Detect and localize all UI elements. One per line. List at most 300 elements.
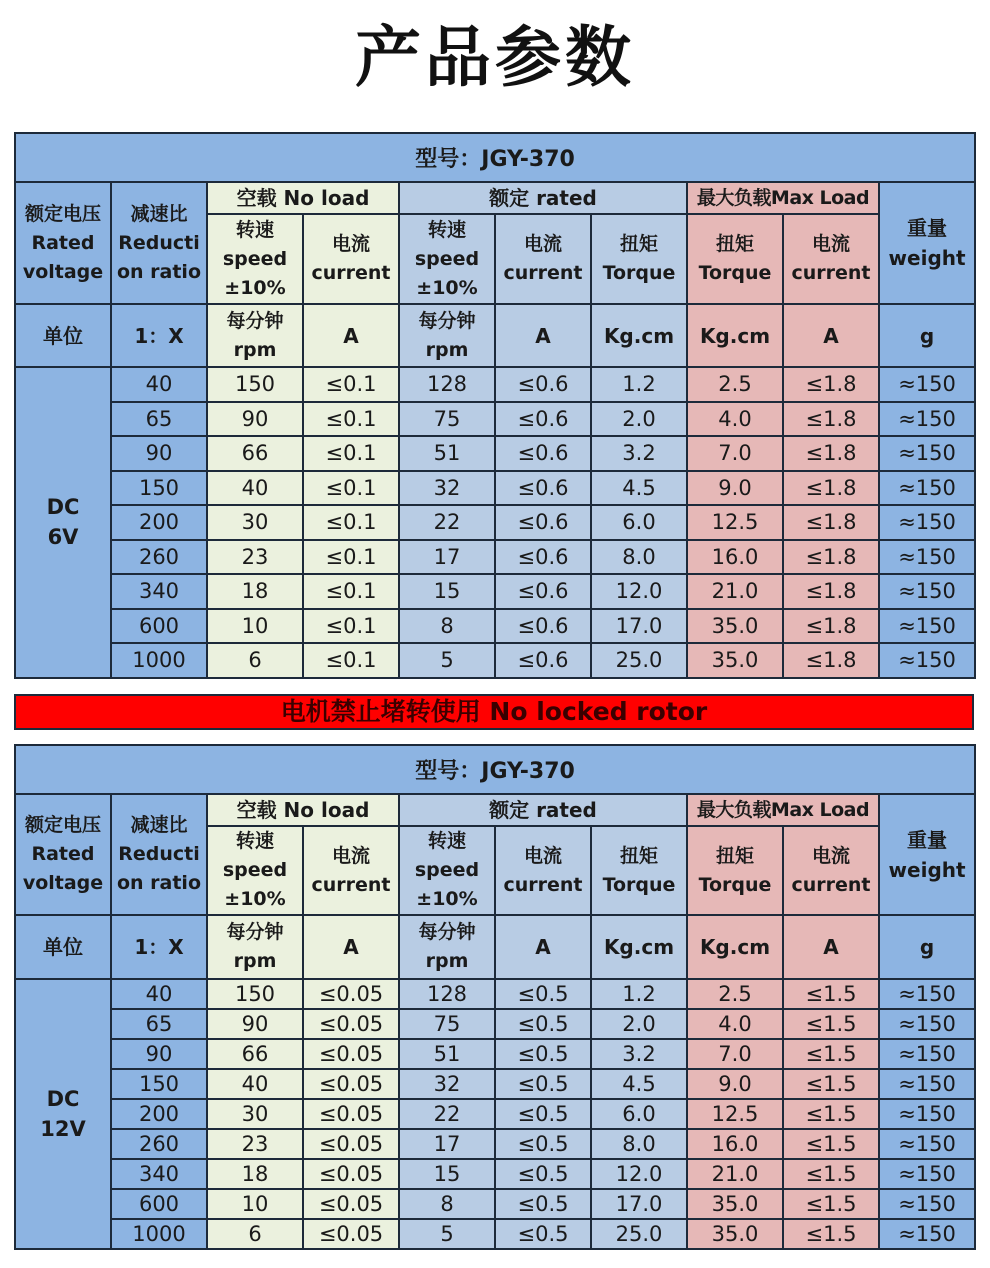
rated-torque-cell: 8.0 bbox=[591, 1129, 687, 1159]
ratio-cell: 65 bbox=[111, 1009, 207, 1039]
unit-speed-line: rpm bbox=[233, 338, 277, 361]
rated-speed-cell: 15 bbox=[399, 1159, 495, 1189]
unit-rated-speed bbox=[399, 915, 495, 979]
unit-ratio: 1：X bbox=[111, 304, 207, 367]
no-load-speed-cell: 150 bbox=[207, 979, 303, 1009]
unit-max-current: A bbox=[783, 304, 879, 367]
model-row bbox=[15, 745, 975, 794]
weight-cell: ≈150 bbox=[879, 1219, 975, 1249]
max-torque-cell: 16.0 bbox=[687, 1129, 783, 1159]
no-load-speed-cell: 66 bbox=[207, 1039, 303, 1069]
no-load-speed-cell: 23 bbox=[207, 540, 303, 575]
unit-no-load-current: A bbox=[303, 915, 399, 979]
current-line: current bbox=[503, 873, 583, 896]
torque-line: Torque bbox=[698, 262, 772, 284]
rated-torque-header bbox=[591, 826, 687, 915]
no-load-current-cell: ≤0.05 bbox=[303, 1009, 399, 1039]
max-current-cell: ≤1.8 bbox=[783, 540, 879, 575]
torque-line: 扭矩 bbox=[619, 233, 658, 255]
max-torque-cell: 2.5 bbox=[687, 979, 783, 1009]
speed-line: 转速 bbox=[427, 830, 466, 852]
rated-current-cell: ≤0.5 bbox=[495, 1159, 591, 1189]
rated-speed-cell: 22 bbox=[399, 505, 495, 540]
rated-torque-cell: 3.2 bbox=[591, 436, 687, 471]
weight-line: weight bbox=[888, 246, 966, 270]
no-load-group-header: 空载 No load bbox=[207, 794, 399, 826]
ratio-cell: 40 bbox=[111, 979, 207, 1009]
max-torque-cell: 21.0 bbox=[687, 574, 783, 609]
no-load-speed-cell: 40 bbox=[207, 1069, 303, 1099]
max-torque-cell: 35.0 bbox=[687, 1189, 783, 1219]
rated-current-cell: ≤0.6 bbox=[495, 402, 591, 437]
current-line: 电流 bbox=[811, 233, 850, 255]
max-current-cell: ≤1.8 bbox=[783, 471, 879, 506]
max-torque-cell: 12.5 bbox=[687, 505, 783, 540]
no-locked-rotor-banner: 电机禁止堵转使用 No locked rotor bbox=[14, 694, 974, 730]
unit-weight: g bbox=[879, 915, 975, 979]
rated-current-cell: ≤0.5 bbox=[495, 1189, 591, 1219]
voltage-line: DC bbox=[46, 495, 80, 520]
max-current-cell: ≤1.5 bbox=[783, 1099, 879, 1129]
rated-speed-cell: 128 bbox=[399, 367, 495, 402]
page-title: 产品参数 bbox=[355, 19, 635, 96]
max-torque-header bbox=[687, 214, 783, 304]
ratio-cell: 340 bbox=[111, 574, 207, 609]
no-load-speed-cell: 10 bbox=[207, 1189, 303, 1219]
reduction-ratio-line: 减速比 bbox=[130, 202, 188, 225]
max-current-cell: ≤1.5 bbox=[783, 1069, 879, 1099]
unit-max-current: A bbox=[783, 915, 879, 979]
reduction-ratio-header bbox=[111, 794, 207, 915]
max-current-cell: ≤1.8 bbox=[783, 574, 879, 609]
no-load-current-cell: ≤0.1 bbox=[303, 471, 399, 506]
no-load-group-header: 空载 No load bbox=[207, 182, 399, 214]
unit-no-load-speed bbox=[207, 915, 303, 979]
rated-torque-cell: 2.0 bbox=[591, 1009, 687, 1039]
table-row bbox=[15, 540, 975, 575]
max-torque-cell: 12.5 bbox=[687, 1099, 783, 1129]
ratio-cell: 600 bbox=[111, 609, 207, 644]
weight-cell: ≈150 bbox=[879, 436, 975, 471]
rated-current-cell: ≤0.6 bbox=[495, 367, 591, 402]
no-load-speed-header bbox=[207, 826, 303, 915]
max-torque-cell: 16.0 bbox=[687, 540, 783, 575]
weight-cell: ≈150 bbox=[879, 574, 975, 609]
rated-current-cell: ≤0.5 bbox=[495, 1039, 591, 1069]
table-row bbox=[15, 1009, 975, 1039]
max-current-cell: ≤1.5 bbox=[783, 979, 879, 1009]
max-torque-cell: 35.0 bbox=[687, 609, 783, 644]
rated-speed-cell: 128 bbox=[399, 979, 495, 1009]
ratio-cell: 150 bbox=[111, 471, 207, 506]
rated-voltage-line: voltage bbox=[22, 260, 104, 283]
no-load-current-header bbox=[303, 826, 399, 915]
no-load-speed-cell: 18 bbox=[207, 574, 303, 609]
no-load-speed-header bbox=[207, 214, 303, 304]
no-load-speed-cell: 90 bbox=[207, 402, 303, 437]
rated-torque-cell: 4.5 bbox=[591, 471, 687, 506]
no-load-speed-cell: 150 bbox=[207, 367, 303, 402]
voltage-cell bbox=[15, 979, 111, 1249]
weight-cell: ≈150 bbox=[879, 1069, 975, 1099]
table-row bbox=[15, 609, 975, 644]
weight-cell: ≈150 bbox=[879, 609, 975, 644]
torque-line: 扭矩 bbox=[619, 844, 658, 867]
max-current-cell: ≤1.8 bbox=[783, 609, 879, 644]
rated-torque-cell: 12.0 bbox=[591, 1159, 687, 1189]
rated-voltage-line: 额定电压 bbox=[24, 202, 101, 225]
rated-speed-cell: 75 bbox=[399, 1009, 495, 1039]
unit-speed-line: 每分钟 bbox=[418, 309, 476, 332]
table-row bbox=[15, 1189, 975, 1219]
reduction-ratio-line: Reducti bbox=[118, 843, 200, 865]
table-row bbox=[15, 643, 975, 678]
no-load-current-cell: ≤0.05 bbox=[303, 1189, 399, 1219]
rated-speed-cell: 15 bbox=[399, 574, 495, 609]
rated-current-cell: ≤0.5 bbox=[495, 1219, 591, 1249]
weight-line: weight bbox=[888, 857, 966, 882]
max-current-cell: ≤1.8 bbox=[783, 367, 879, 402]
ratio-cell: 1000 bbox=[111, 643, 207, 678]
weight-cell: ≈150 bbox=[879, 979, 975, 1009]
weight-line: 重量 bbox=[907, 827, 948, 852]
weight-cell: ≈150 bbox=[879, 643, 975, 678]
rated-current-cell: ≤0.6 bbox=[495, 643, 591, 678]
rated-speed-cell: 17 bbox=[399, 1129, 495, 1159]
weight-cell: ≈150 bbox=[879, 1009, 975, 1039]
ratio-cell: 40 bbox=[111, 367, 207, 402]
no-load-current-cell: ≤0.05 bbox=[303, 1129, 399, 1159]
rated-voltage-header bbox=[15, 794, 111, 915]
rated-speed-cell: 32 bbox=[399, 471, 495, 506]
rated-current-cell: ≤0.5 bbox=[495, 1069, 591, 1099]
max-torque-cell: 4.0 bbox=[687, 1009, 783, 1039]
reduction-ratio-line: on ratio bbox=[116, 260, 202, 283]
rated-speed-cell: 32 bbox=[399, 1069, 495, 1099]
weight-cell: ≈150 bbox=[879, 540, 975, 575]
current-line: current bbox=[791, 262, 871, 284]
max-torque-cell: 21.0 bbox=[687, 1159, 783, 1189]
no-load-current-cell: ≤0.1 bbox=[303, 540, 399, 575]
no-load-speed-cell: 23 bbox=[207, 1129, 303, 1159]
ratio-cell: 65 bbox=[111, 402, 207, 437]
rated-torque-cell: 1.2 bbox=[591, 979, 687, 1009]
no-load-speed-cell: 10 bbox=[207, 609, 303, 644]
speed-line: 转速 bbox=[235, 830, 274, 852]
table-row bbox=[15, 367, 975, 402]
max-torque-cell: 7.0 bbox=[687, 436, 783, 471]
rated-speed-cell: 17 bbox=[399, 540, 495, 575]
rated-torque-cell: 17.0 bbox=[591, 609, 687, 644]
unit-rated-current: A bbox=[495, 304, 591, 367]
max-current-cell: ≤1.5 bbox=[783, 1039, 879, 1069]
unit-no-load-current: A bbox=[303, 304, 399, 367]
unit-row bbox=[15, 304, 975, 367]
group-header-row bbox=[15, 794, 975, 826]
speed-line: speed bbox=[222, 859, 288, 881]
current-line: current bbox=[503, 262, 583, 284]
no-load-current-cell: ≤0.1 bbox=[303, 574, 399, 609]
table-row bbox=[15, 574, 975, 609]
no-load-current-cell: ≤0.1 bbox=[303, 436, 399, 471]
unit-ratio: 1：X bbox=[111, 915, 207, 979]
rated-current-cell: ≤0.5 bbox=[495, 1129, 591, 1159]
weight-cell: ≈150 bbox=[879, 1189, 975, 1219]
rated-current-cell: ≤0.6 bbox=[495, 609, 591, 644]
rated-current-cell: ≤0.6 bbox=[495, 574, 591, 609]
reduction-ratio-line: Reducti bbox=[118, 231, 200, 254]
rated-torque-cell: 1.2 bbox=[591, 367, 687, 402]
weight-cell: ≈150 bbox=[879, 402, 975, 437]
unit-rated-speed bbox=[399, 304, 495, 367]
no-load-current-cell: ≤0.05 bbox=[303, 1159, 399, 1189]
table-row bbox=[15, 1129, 975, 1159]
speed-line: ±10% bbox=[416, 276, 478, 299]
weight-cell: ≈150 bbox=[879, 471, 975, 506]
rated-speed-cell: 51 bbox=[399, 436, 495, 471]
no-load-current-cell: ≤0.1 bbox=[303, 609, 399, 644]
rated-torque-cell: 25.0 bbox=[591, 643, 687, 678]
weight-cell: ≈150 bbox=[879, 1129, 975, 1159]
reduction-ratio-line: 减速比 bbox=[130, 814, 188, 836]
speed-line: speed bbox=[222, 247, 288, 270]
unit-speed-line: 每分钟 bbox=[226, 921, 284, 943]
rated-current-cell: ≤0.6 bbox=[495, 436, 591, 471]
torque-line: Torque bbox=[602, 262, 676, 284]
table-row bbox=[15, 979, 975, 1009]
max-current-cell: ≤1.8 bbox=[783, 436, 879, 471]
speed-line: speed bbox=[414, 859, 480, 881]
unit-speed-line: rpm bbox=[425, 950, 469, 972]
ratio-cell: 90 bbox=[111, 1039, 207, 1069]
weight-line: 重量 bbox=[907, 216, 948, 240]
speed-line: speed bbox=[414, 247, 480, 270]
table-row bbox=[15, 1099, 975, 1129]
rated-speed-header bbox=[399, 826, 495, 915]
rated-speed-cell: 75 bbox=[399, 402, 495, 437]
weight-cell: ≈150 bbox=[879, 1039, 975, 1069]
torque-line: 扭矩 bbox=[715, 233, 754, 255]
max-torque-cell: 4.0 bbox=[687, 402, 783, 437]
unit-speed-line: 每分钟 bbox=[418, 921, 476, 943]
rated-speed-cell: 51 bbox=[399, 1039, 495, 1069]
max-torque-cell: 9.0 bbox=[687, 1069, 783, 1099]
weight-header bbox=[879, 182, 975, 304]
rated-torque-cell: 4.5 bbox=[591, 1069, 687, 1099]
no-load-speed-cell: 30 bbox=[207, 505, 303, 540]
table-row bbox=[15, 402, 975, 437]
no-load-speed-cell: 66 bbox=[207, 436, 303, 471]
no-load-current-header bbox=[303, 214, 399, 304]
rated-torque-cell: 3.2 bbox=[591, 1039, 687, 1069]
rated-speed-cell: 5 bbox=[399, 643, 495, 678]
current-line: 电流 bbox=[811, 844, 850, 867]
speed-line: ±10% bbox=[224, 888, 286, 910]
rated-speed-cell: 8 bbox=[399, 609, 495, 644]
voltage-line: 12V bbox=[40, 1117, 86, 1141]
rated-torque-cell: 6.0 bbox=[591, 505, 687, 540]
group-header-row bbox=[15, 182, 975, 214]
no-load-speed-cell: 6 bbox=[207, 1219, 303, 1249]
max-load-group-header: 最大负载Max Load bbox=[687, 182, 879, 214]
speed-line: ±10% bbox=[416, 888, 478, 910]
max-current-cell: ≤1.5 bbox=[783, 1129, 879, 1159]
max-torque-cell: 9.0 bbox=[687, 471, 783, 506]
no-load-current-cell: ≤0.05 bbox=[303, 979, 399, 1009]
torque-line: 扭矩 bbox=[715, 844, 754, 867]
rated-torque-cell: 17.0 bbox=[591, 1189, 687, 1219]
weight-cell: ≈150 bbox=[879, 1099, 975, 1129]
rated-current-cell: ≤0.6 bbox=[495, 471, 591, 506]
rated-speed-cell: 8 bbox=[399, 1189, 495, 1219]
max-current-cell: ≤1.8 bbox=[783, 643, 879, 678]
ratio-cell: 150 bbox=[111, 1069, 207, 1099]
rated-torque-cell: 25.0 bbox=[591, 1219, 687, 1249]
table-row bbox=[15, 1219, 975, 1249]
max-current-cell: ≤1.5 bbox=[783, 1159, 879, 1189]
table-row bbox=[15, 1069, 975, 1099]
max-current-header bbox=[783, 214, 879, 304]
torque-line: Torque bbox=[698, 873, 772, 896]
speed-line: 转速 bbox=[235, 218, 274, 241]
max-torque-header bbox=[687, 826, 783, 915]
table-row bbox=[15, 505, 975, 540]
current-line: current bbox=[311, 262, 391, 284]
no-load-current-cell: ≤0.1 bbox=[303, 402, 399, 437]
max-torque-cell: 2.5 bbox=[687, 367, 783, 402]
current-line: 电流 bbox=[523, 844, 562, 867]
no-load-speed-cell: 18 bbox=[207, 1159, 303, 1189]
unit-rated-current: A bbox=[495, 915, 591, 979]
voltage-line: DC bbox=[46, 1087, 80, 1111]
no-load-current-cell: ≤0.05 bbox=[303, 1069, 399, 1099]
no-load-current-cell: ≤0.05 bbox=[303, 1219, 399, 1249]
max-torque-cell: 7.0 bbox=[687, 1039, 783, 1069]
weight-header bbox=[879, 794, 975, 915]
rated-torque-cell: 8.0 bbox=[591, 540, 687, 575]
no-load-speed-cell: 30 bbox=[207, 1099, 303, 1129]
unit-row bbox=[15, 915, 975, 979]
weight-cell: ≈150 bbox=[879, 505, 975, 540]
spec-table-6v bbox=[14, 132, 976, 679]
unit-speed-line: 每分钟 bbox=[226, 309, 284, 332]
unit-speed-line: rpm bbox=[425, 338, 469, 361]
current-line: 电流 bbox=[331, 844, 370, 867]
no-load-speed-cell: 6 bbox=[207, 643, 303, 678]
no-load-current-cell: ≤0.1 bbox=[303, 643, 399, 678]
rated-speed-header bbox=[399, 214, 495, 304]
rated-current-cell: ≤0.5 bbox=[495, 1099, 591, 1129]
max-current-cell: ≤1.5 bbox=[783, 1219, 879, 1249]
current-line: current bbox=[311, 873, 391, 896]
table-row bbox=[15, 436, 975, 471]
rated-current-header bbox=[495, 214, 591, 304]
unit-rated-torque: Kg.cm bbox=[591, 915, 687, 979]
voltage-line: 6V bbox=[47, 525, 79, 550]
max-current-cell: ≤1.8 bbox=[783, 402, 879, 437]
rated-group-header: 额定 rated bbox=[399, 182, 687, 214]
rated-torque-header bbox=[591, 214, 687, 304]
rated-speed-cell: 5 bbox=[399, 1219, 495, 1249]
current-line: 电流 bbox=[331, 233, 370, 255]
rated-torque-cell: 2.0 bbox=[591, 402, 687, 437]
no-load-speed-cell: 40 bbox=[207, 471, 303, 506]
ratio-cell: 200 bbox=[111, 505, 207, 540]
unit-label: 单位 bbox=[15, 304, 111, 367]
no-load-current-cell: ≤0.05 bbox=[303, 1039, 399, 1069]
reduction-ratio-header bbox=[111, 182, 207, 304]
rated-torque-cell: 6.0 bbox=[591, 1099, 687, 1129]
unit-max-torque: Kg.cm bbox=[687, 304, 783, 367]
weight-cell: ≈150 bbox=[879, 1159, 975, 1189]
rated-voltage-line: Rated bbox=[31, 843, 95, 865]
max-torque-cell: 35.0 bbox=[687, 1219, 783, 1249]
current-line: 电流 bbox=[523, 233, 562, 255]
max-current-cell: ≤1.5 bbox=[783, 1009, 879, 1039]
ratio-cell: 600 bbox=[111, 1189, 207, 1219]
table-row bbox=[15, 471, 975, 506]
rated-speed-cell: 22 bbox=[399, 1099, 495, 1129]
rated-group-header: 额定 rated bbox=[399, 794, 687, 826]
max-current-cell: ≤1.5 bbox=[783, 1189, 879, 1219]
model-title: 型号：JGY-370 bbox=[15, 133, 975, 182]
table-row bbox=[15, 1039, 975, 1069]
rated-current-header bbox=[495, 826, 591, 915]
rated-voltage-line: voltage bbox=[22, 872, 104, 894]
no-load-current-cell: ≤0.1 bbox=[303, 367, 399, 402]
max-load-group-header: 最大负载Max Load bbox=[687, 794, 879, 826]
max-current-header bbox=[783, 826, 879, 915]
ratio-cell: 200 bbox=[111, 1099, 207, 1129]
torque-line: Torque bbox=[602, 873, 676, 896]
unit-weight: g bbox=[879, 304, 975, 367]
rated-current-cell: ≤0.5 bbox=[495, 1009, 591, 1039]
no-load-current-cell: ≤0.05 bbox=[303, 1099, 399, 1129]
unit-speed-line: rpm bbox=[233, 950, 277, 972]
rated-voltage-line: Rated bbox=[31, 231, 95, 254]
ratio-cell: 1000 bbox=[111, 1219, 207, 1249]
model-row bbox=[15, 133, 975, 182]
ratio-cell: 340 bbox=[111, 1159, 207, 1189]
ratio-cell: 260 bbox=[111, 1129, 207, 1159]
model-title: 型号：JGY-370 bbox=[15, 745, 975, 794]
speed-line: 转速 bbox=[427, 218, 466, 241]
rated-voltage-line: 额定电压 bbox=[24, 814, 101, 836]
unit-max-torque: Kg.cm bbox=[687, 915, 783, 979]
weight-cell: ≈150 bbox=[879, 367, 975, 402]
max-torque-cell: 35.0 bbox=[687, 643, 783, 678]
rated-current-cell: ≤0.6 bbox=[495, 540, 591, 575]
rated-current-cell: ≤0.5 bbox=[495, 979, 591, 1009]
ratio-cell: 260 bbox=[111, 540, 207, 575]
rated-torque-cell: 12.0 bbox=[591, 574, 687, 609]
max-current-cell: ≤1.8 bbox=[783, 505, 879, 540]
current-line: current bbox=[791, 873, 871, 896]
voltage-cell bbox=[15, 367, 111, 678]
reduction-ratio-line: on ratio bbox=[116, 872, 202, 894]
unit-label: 单位 bbox=[15, 915, 111, 979]
rated-voltage-header bbox=[15, 182, 111, 304]
ratio-cell: 90 bbox=[111, 436, 207, 471]
unit-rated-torque: Kg.cm bbox=[591, 304, 687, 367]
rated-current-cell: ≤0.6 bbox=[495, 505, 591, 540]
table-row bbox=[15, 1159, 975, 1189]
spec-table-12v bbox=[14, 744, 976, 1250]
no-load-speed-cell: 90 bbox=[207, 1009, 303, 1039]
speed-line: ±10% bbox=[224, 276, 286, 299]
unit-no-load-speed bbox=[207, 304, 303, 367]
no-load-current-cell: ≤0.1 bbox=[303, 505, 399, 540]
